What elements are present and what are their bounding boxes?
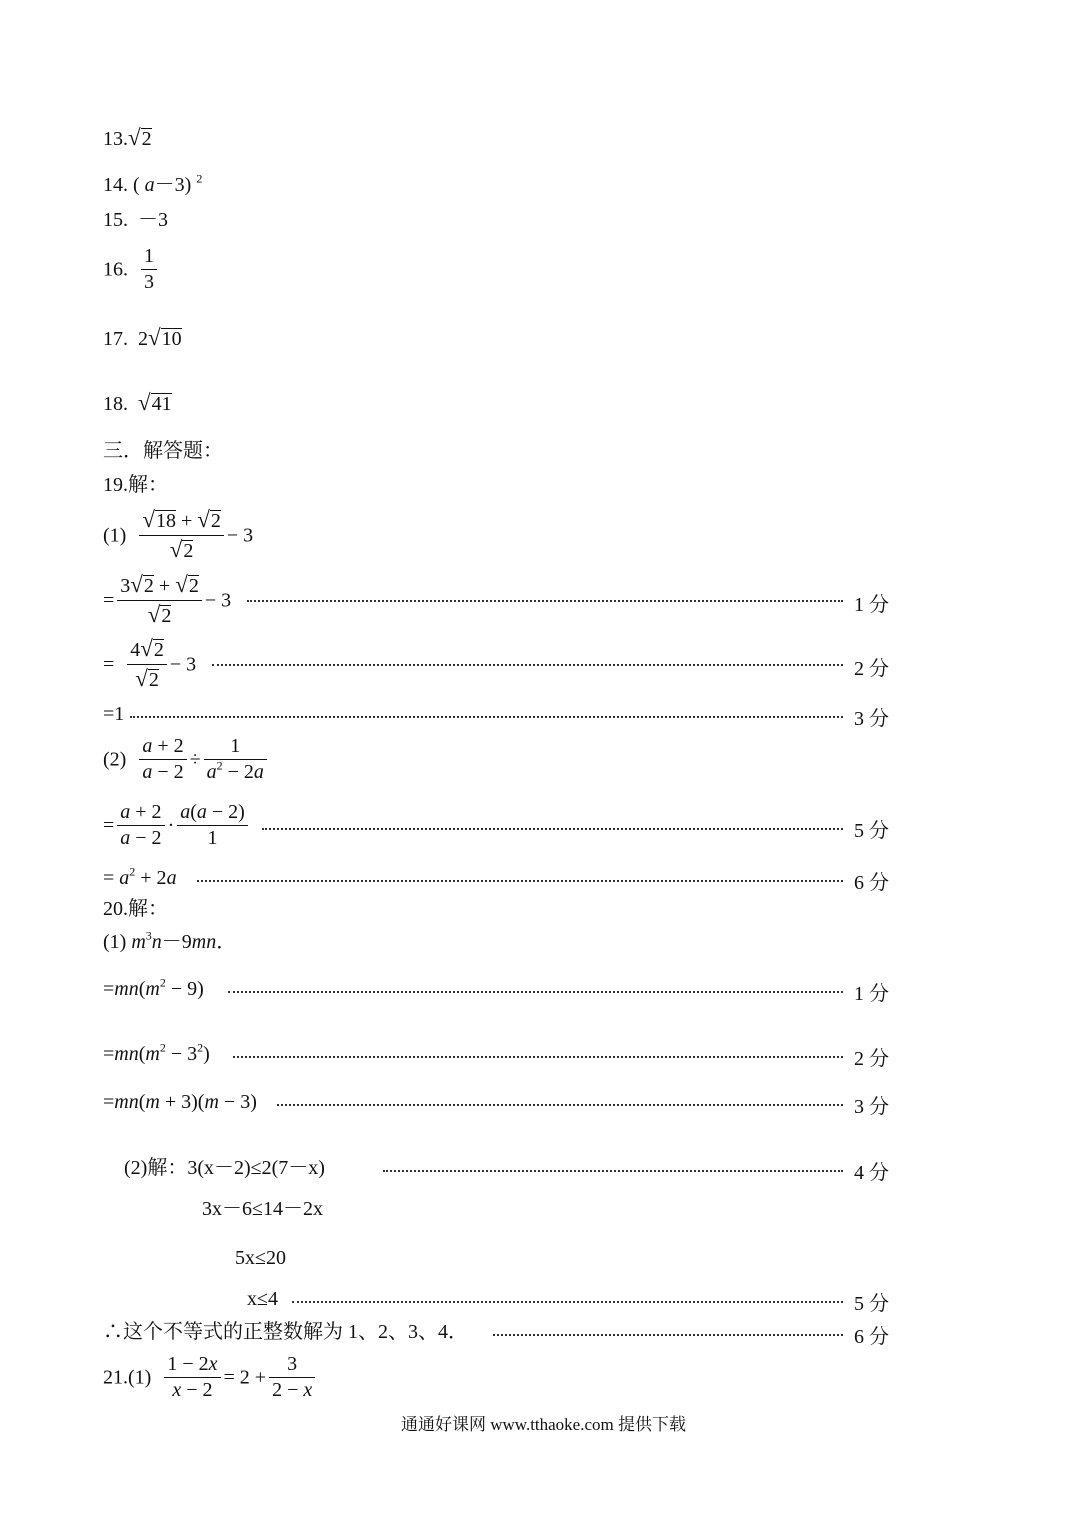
footer-text: 通通好课网 www.tthaoke.com 提供下载 [400,1415,687,1434]
part-label: (1) [103,524,127,547]
score: 5 分 [854,1293,889,1315]
score: 2 分 [854,1048,889,1070]
score: 5 分 [854,820,889,842]
score: 6 分 [854,1326,889,1348]
answer-number: 14. [103,174,128,196]
q19-step1: = $\frac{3√2 + √2}{√2}$ − 3 [103,572,232,627]
q20-part2-line3: 5x≤20 [235,1247,286,1269]
score: 3 分 [854,1096,889,1118]
answer-16: 16. $\frac{1}{3}$ [103,244,160,295]
q19-step6: = $a^2 + 2a$ [103,864,177,889]
q19-step5: = $\frac{a + 2}{a - 2}$ · $\frac{a(a - 2)}{1}$ [103,800,251,851]
leader-dots [212,664,843,666]
q20-conclusion: ∴这个不等式的正整数解为 1、2、3、4． [103,1321,468,1343]
q20-step3: =mn(m + 3)(m − 3) [103,1091,257,1113]
q20-title: 20.解： [103,898,168,920]
q20-step1: $=mn(m^2 - 9)$ [103,975,204,1000]
q19-step3: =1 [103,703,125,725]
part-label: (2) [103,748,127,771]
answer-number: 15. [103,209,128,231]
leader-dots [228,991,843,993]
score: 6 分 [854,872,889,894]
leader-dots [262,828,843,830]
score: 3 分 [854,708,889,730]
score: 2 分 [854,658,889,680]
leader-dots [493,1334,843,1336]
answer-number: 17. [103,328,128,350]
answer-number: 13. [103,128,128,150]
leader-dots [383,1170,843,1172]
answer-number: 18. [103,393,128,415]
leader-dots [292,1301,843,1303]
q19-part2-expr: (2) $\frac{a + 2}{a - 2}$ ÷ $\frac{1}{a^2 - 2a}$ [103,734,270,785]
leader-dots [277,1104,843,1106]
answer-17: 17. 2√10 [103,325,182,350]
q20-part2-line2: 3x－6≤14－2x [202,1198,323,1220]
answer-14: 14. ( a－3) $^2$ [103,171,203,196]
q19-step2: = $\frac{4√2}{√2}$ − 3 [103,636,197,691]
answer-18: 18. √41 [103,390,172,415]
leader-dots [233,1056,843,1058]
leader-dots [247,600,843,602]
q20-part2-line4: x≤4 [247,1288,278,1310]
section-3-title: 三．解答题： [103,440,223,462]
score: 1 分 [854,594,889,616]
answer-15: 15. －3 [103,209,168,231]
question-label: 21.(1) [103,1366,152,1389]
leader-dots [197,880,843,882]
q20-step2: $=mn(m^2 - 3^2)$ [103,1040,210,1065]
q19-title: 19.解： [103,474,168,496]
answer-number: 16. [103,258,128,281]
leader-dots [130,716,843,718]
q21-expr: 21.(1) $\frac{1 - 2x}{x - 2}$ = 2 + $\frac{3}{2 - x}$ [103,1352,318,1403]
q20-part2-line1: (2)解：3(x－2)≤2(7－x) [124,1157,325,1179]
q19-part1-expr: (1) $\frac{√18 + √2}{√2}$ − 3 [103,507,254,562]
score: 1 分 [854,983,889,1005]
score: 4 分 [854,1162,889,1184]
q20-part1: (1) $m^3n-9mn$． [103,928,237,953]
answer-13: 13.√2 [103,125,152,150]
